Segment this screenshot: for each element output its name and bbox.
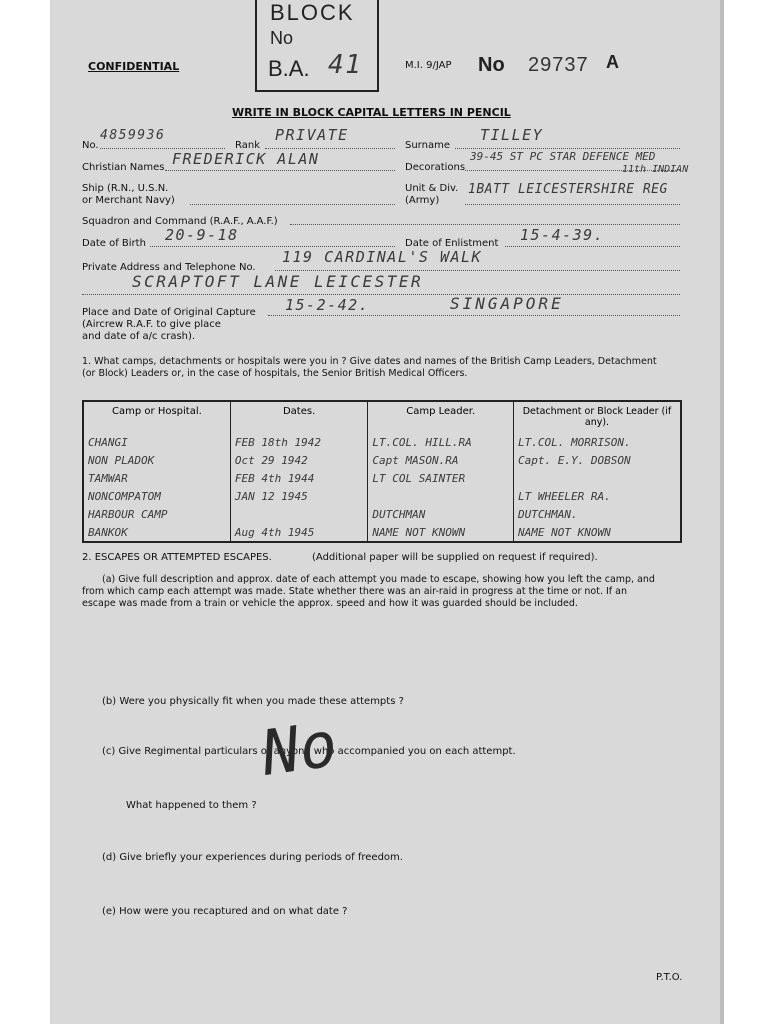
confidential-label: CONFIDENTIAL (88, 60, 180, 73)
cell-leader: NAME NOT KNOWN (368, 523, 514, 542)
unit-label-2: (Army) (405, 195, 440, 206)
cell-leader: LT.COL. HILL.RA (368, 433, 514, 451)
dob-value: 20-9-18 (165, 226, 239, 244)
table-row (83, 451, 681, 469)
squadron-label: Squadron and Command (R.A.F., A.A.F.) (82, 216, 278, 227)
no-line (100, 148, 225, 149)
address-line-2: SCRAPTOFT LANE LEICESTER (132, 272, 424, 291)
section2-note: (Additional paper will be supplied on request if required). (312, 552, 598, 563)
decorations-value: 39-45 ST PC STAR DEFENCE MED (470, 150, 656, 163)
enlist-line (505, 246, 680, 247)
cell-camp: TAMWAR (83, 469, 230, 487)
dob-label: Date of Birth (82, 238, 146, 249)
form-suffix: A (606, 52, 619, 72)
cell-date: FEB 18th 1942 (230, 433, 368, 451)
cell-date (230, 505, 368, 523)
cell-leader: DUTCHMAN (368, 505, 514, 523)
capture-place: SINGAPORE (450, 294, 564, 313)
form-number: 29737 (528, 54, 589, 76)
unit-value: 1BATT LEICESTERSHIRE REG (468, 182, 668, 197)
question-a-line-2: from which camp each attempt was made. State whether there was an air-raid in progress at the time or not. If an (82, 586, 628, 597)
address-label: Private Address and Telephone No. (82, 262, 256, 273)
address-dotted-2 (82, 294, 680, 295)
pto-label: P.T.O. (656, 972, 683, 983)
question-a-line-3: escape was made from a train or vehicle the approx. speed and how it was guarded should be included. (82, 598, 578, 609)
camp-table-header (83, 401, 681, 433)
surname-line (455, 148, 680, 149)
block-number: 41 (328, 50, 363, 80)
ship-label-2: or Merchant Navy) (82, 195, 175, 206)
table-row (83, 469, 681, 487)
christian-line (165, 170, 395, 171)
surname-value: TILLEY (480, 126, 544, 144)
cell-detachment: LT WHEELER RA. (517, 489, 611, 503)
unit-value-top: 11th INDIAN (622, 164, 689, 175)
question-b: (b) Were you physically fit when you made these attempts ? (102, 696, 404, 707)
capture-label: Place and Date of Original Capture (82, 307, 256, 318)
ship-line (190, 204, 395, 205)
instruction-heading: WRITE IN BLOCK CAPITAL LETTERS IN PENCIL (232, 106, 511, 119)
christian-value: FREDERICK ALAN (172, 150, 320, 168)
no-value: 4859936 (100, 128, 166, 143)
decorations-label: Decorations (405, 162, 466, 173)
col-dates: Dates. (230, 401, 368, 433)
rank-line (265, 148, 395, 149)
mi-reference: M.I. 9/JAP (405, 60, 452, 71)
table-row (83, 505, 681, 523)
section1-question-cont: (or Block) Leaders or, in the case of hospitals, the Senior British Medical Officers. (82, 368, 468, 379)
block-label: BLOCK (270, 0, 355, 25)
table-row (83, 487, 681, 505)
christian-label: Christian Names (82, 162, 165, 173)
question-d: (d) Give briefly your experiences during periods of freedom. (102, 852, 403, 863)
cell-date: Aug 4th 1945 (230, 523, 368, 542)
unit-line (465, 204, 680, 205)
paper-edge (720, 0, 724, 1024)
cell-leader: LT COL SAINTER (368, 469, 514, 487)
cell-camp: NON PLADOK (83, 451, 230, 469)
cell-detachment: Capt. E.Y. DOBSON (517, 453, 631, 467)
cell-camp: NONCOMPATOM (83, 487, 230, 505)
cell-camp: BANKOK (83, 523, 230, 542)
col-detachment: Detachment or Block Leader (if any). (522, 406, 672, 428)
rank-value: PRIVATE (275, 126, 349, 144)
enlist-label: Date of Enlistment (405, 238, 499, 249)
section1-question: 1. What camps, detachments or hospitals were you in ? Give dates and names of the British Camp Leaders, Detachment (82, 356, 657, 367)
question-c: (c) Give Regimental particulars of anyone who accompanied you on each attempt. (102, 746, 516, 757)
cell-date: Oct 29 1942 (230, 451, 368, 469)
capture-date: 15-2-42. (285, 296, 370, 314)
capture-label-3: and date of a/c crash). (82, 331, 196, 342)
enlist-value: 15-4-39. (520, 226, 605, 244)
capture-label-2: (Aircrew R.A.F. to give place (82, 319, 221, 330)
cell-detachment: NAME NOT KNOWN (517, 525, 611, 539)
cell-camp: HARBOUR CAMP (83, 505, 230, 523)
cell-leader: Capt MASON.RA (368, 451, 514, 469)
block-no: No (270, 28, 294, 48)
question-c-sub: What happened to them ? (126, 800, 257, 811)
no-label: No. (82, 140, 99, 151)
squadron-line (290, 224, 680, 225)
unit-label: Unit & Div. (405, 183, 459, 194)
cell-leader (368, 487, 514, 505)
number-symbol: No (478, 54, 505, 76)
surname-label: Surname (405, 140, 450, 151)
cell-detachment: DUTCHMAN. (517, 507, 578, 521)
cell-date: FEB 4th 1944 (230, 469, 368, 487)
address-dotted-1 (275, 270, 680, 271)
handwritten-answer-no: No (257, 707, 342, 790)
block-ba: B.A. (268, 56, 310, 81)
ship-label: Ship (R.N., U.S.N. (82, 183, 169, 194)
cell-detachment (513, 469, 681, 487)
table-row (83, 433, 681, 451)
table-row (83, 523, 681, 542)
address-line-1: 119 CARDINAL'S WALK (282, 248, 483, 266)
question-e: (e) How were you recaptured and on what date ? (102, 906, 348, 917)
capture-line (268, 315, 680, 316)
cell-date: JAN 12 1945 (230, 487, 368, 505)
rank-label: Rank (235, 140, 260, 151)
cell-camp: CHANGI (83, 433, 230, 451)
camp-table (82, 400, 682, 543)
section2-heading: 2. ESCAPES OR ATTEMPTED ESCAPES. (82, 552, 272, 563)
cell-detachment: LT.COL. MORRISON. (517, 435, 631, 449)
dob-line (150, 246, 395, 247)
col-leader: Camp Leader. (368, 401, 514, 433)
question-a-line-1: (a) Give full description and approx. date of each attempt you made to escape, showing how you left the camp, and (102, 574, 655, 585)
col-camp: Camp or Hospital. (83, 401, 230, 433)
